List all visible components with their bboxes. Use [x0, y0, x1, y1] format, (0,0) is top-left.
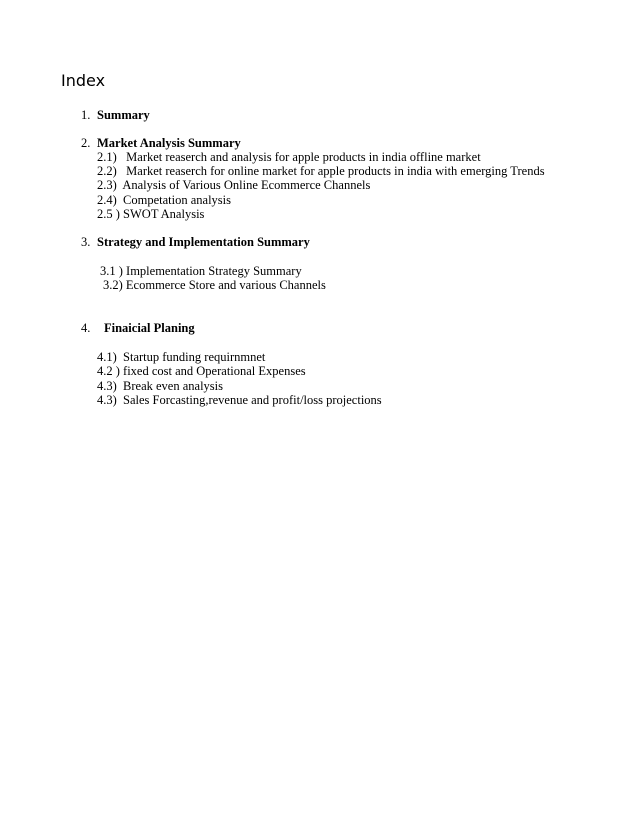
section-3-item-2: 3.2) Ecommerce Store and various Channels — [103, 278, 326, 292]
section-2-item-2: 2.2) Market reaserch for online market for apple products in india with emerging Trends — [97, 164, 545, 178]
section-1-number: 1. — [81, 108, 91, 122]
section-4-item-2: 4.2 ) fixed cost and Operational Expenses — [97, 364, 306, 378]
section-2-item-1: 2.1) Market reaserch and analysis for apple products in india offline market — [97, 150, 481, 164]
section-2-number: 2. — [81, 136, 91, 150]
index-title: Index — [61, 71, 106, 90]
section-4-item-4: 4.3) Sales Forcasting,revenue and profit/loss projections — [97, 393, 382, 407]
section-2-item-5: 2.5 ) SWOT Analysis — [97, 207, 205, 221]
section-4-heading: Finaicial Planing — [104, 321, 195, 335]
section-3-heading: Strategy and Implementation Summary — [97, 235, 310, 249]
section-4-item-3: 4.3) Break even analysis — [97, 379, 224, 393]
section-3-item-1: 3.1 ) Implementation Strategy Summary — [100, 264, 302, 278]
section-2-heading: Market Analysis Summary — [97, 136, 241, 150]
section-4-number: 4. — [81, 321, 91, 335]
section-2-item-4: 2.4) Competation analysis — [97, 193, 232, 207]
section-2-item-3: 2.3) Analysis of Various Online Ecommerce Channels — [97, 178, 371, 192]
section-3-number: 3. — [81, 235, 91, 249]
section-1-heading: Summary — [97, 108, 150, 122]
section-4-item-1: 4.1) Startup funding requirnmnet — [97, 350, 266, 364]
